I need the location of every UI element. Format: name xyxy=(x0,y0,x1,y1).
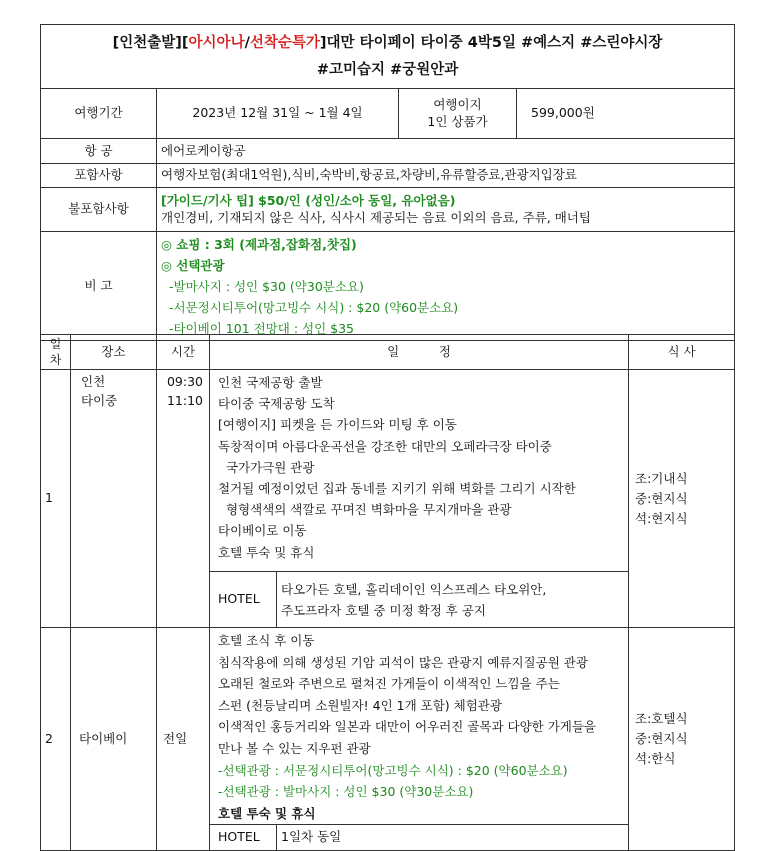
itinerary-item: 철거될 예정이었던 집과 동네를 지키기 위해 벽화를 그리기 시작한 xyxy=(218,481,576,497)
day-itinerary xyxy=(210,628,629,825)
included-value: 여행자보험(최대1억원),식비,숙박비,항공료,차량비,유류할증료,관광지입장료 xyxy=(157,164,735,188)
itinerary-item: 인천 국제공항 출발 xyxy=(218,375,323,390)
meal: 중:현지식 xyxy=(635,731,688,747)
header-time: 시간 xyxy=(157,335,210,370)
hotel-label: HOTEL xyxy=(210,825,277,851)
hotel-label: HOTEL xyxy=(210,572,277,628)
itinerary-item: 독창적이며 아름다운곡선을 강조한 대만의 오페라극장 타이중 xyxy=(218,438,552,454)
meal: 조:호텔식 xyxy=(635,711,688,727)
hotel-value xyxy=(277,572,629,628)
title-suffix: ]대만 타이페이 타이중 4박5일 #예스지 #스린야시장 xyxy=(319,34,663,51)
summary-table xyxy=(40,24,735,341)
meal: 석:현지식 xyxy=(635,510,688,526)
hotel-line: 주도프라자 호텔 중 미정 확정 후 공지 xyxy=(281,602,486,618)
itinerary-item: 호텔 투숙 및 휴식 xyxy=(218,544,315,560)
header-day-1: 일 xyxy=(49,337,62,351)
title-prefix: [인천출발][ xyxy=(112,34,189,51)
period-label: 여행기간 xyxy=(41,89,157,139)
airline-value: 에어로케이항공 xyxy=(157,139,735,164)
place: 인천 xyxy=(81,374,106,389)
optional-item: -선택관광 : 서문정시티투어(망고빙수 시식) : $20 (약60분소요) xyxy=(218,762,568,778)
meal: 조:기내식 xyxy=(635,470,688,486)
header-day-2: 차 xyxy=(49,353,62,367)
day-number: 1 xyxy=(41,370,71,628)
day-meals xyxy=(629,628,735,851)
itinerary-item: [여행이지] 피켓을 든 가이드와 미팅 후 이동 xyxy=(218,417,457,433)
itinerary-item: 국가가극원 관광 xyxy=(218,459,315,475)
itinerary-item: 호텔 조식 후 이동 xyxy=(218,633,315,648)
place: 타이베이 xyxy=(79,730,128,746)
day-places xyxy=(71,628,157,851)
header-place: 장소 xyxy=(71,335,157,370)
itinerary-item: 스펀 (천등날리며 소원빌자! 4인 1개 포함) 체험관광 xyxy=(218,697,502,713)
optional-item: -선택관광 : 발마사지 : 성인 $30 (약30분소요) xyxy=(218,784,474,800)
itinerary-item: 형형색색의 색깔로 꾸며진 벽화마을 무지개마을 관광 xyxy=(218,502,512,518)
optional-tour-item: -타이베이 101 전망대 : 성인 $35 xyxy=(169,320,354,336)
time: 전일 xyxy=(163,730,188,746)
itinerary-item: 만나 볼 수 있는 지우펀 관광 xyxy=(218,740,371,756)
schedule-table xyxy=(40,334,735,851)
header-itinerary: 일 정 xyxy=(210,335,629,370)
time: 09:30 xyxy=(166,374,203,389)
optional-tour-item: -발마사지 : 성인 $30 (약30분소요) xyxy=(169,278,364,294)
hotel-value xyxy=(277,825,629,851)
guide-tip: [가이드/기사 팁] $50/인 (성인/소아 동일, 유아없음) xyxy=(161,192,456,208)
itinerary-item: 오래된 철로와 주변으로 펼쳐진 가게들이 이색적인 느낌을 주는 xyxy=(218,676,560,692)
price-label xyxy=(399,89,517,139)
title-slash: / xyxy=(244,34,250,51)
day-number: 2 xyxy=(41,628,71,851)
meal: 석:한식 xyxy=(635,751,676,767)
optional-tour-heading: ◎ 선택관광 xyxy=(161,257,225,273)
header-day xyxy=(41,335,71,370)
excluded-other: 개인경비, 기재되지 않은 식사, 식사시 제공되는 음료 이외의 음료, 주류, 매너팁 xyxy=(161,209,591,225)
time: 11:10 xyxy=(166,393,203,408)
remarks-value xyxy=(157,232,735,341)
header-meals: 식 사 xyxy=(629,335,735,370)
included-label: 포함사항 xyxy=(41,164,157,188)
itinerary-item: 침식작용에 의해 생성된 기암 괴석이 많은 관광지 예류지질공원 관광 xyxy=(218,654,588,670)
day-meals xyxy=(629,370,735,628)
day-row xyxy=(41,628,735,825)
price-label-1: 여행이지 xyxy=(433,96,482,112)
day-places xyxy=(71,370,157,628)
airline-label: 항 공 xyxy=(41,139,157,164)
shopping-note: ◎ 쇼핑 : 3회 (제과점,잡화점,찻집) xyxy=(161,236,357,252)
meal: 중:현지식 xyxy=(635,490,688,506)
price-label-2: 1인 상품가 xyxy=(427,113,488,129)
hotel-line: 1일차 동일 xyxy=(281,829,342,845)
excluded-value xyxy=(157,188,735,232)
optional-tour-item: -서문정시티투어(망고빙수 시식) : $20 (약60분소요) xyxy=(169,299,459,315)
place: 타이중 xyxy=(81,393,118,408)
title-special: 선착순특가 xyxy=(249,34,320,51)
itinerary-item: 이색적인 홍등거리와 일본과 대만이 어우러진 골목과 다양한 가게들을 xyxy=(218,719,596,735)
itinerary-closing: 호텔 투숙 및 휴식 xyxy=(218,805,316,821)
price-value: 599,000원 xyxy=(517,89,735,139)
day-times xyxy=(157,370,210,628)
itinerary-item: 타이중 국제공항 도착 xyxy=(218,396,335,412)
title-line2: #고미습지 #궁원안과 xyxy=(316,61,459,78)
day-times xyxy=(157,628,210,851)
page-title xyxy=(41,25,735,89)
title-airline: 아시아나 xyxy=(188,34,245,51)
excluded-label: 불포함사항 xyxy=(41,188,157,232)
itinerary-item: 타이베이로 이동 xyxy=(218,523,307,539)
period-value: 2023년 12월 31일 ~ 1월 4일 xyxy=(157,89,399,139)
hotel-line: 타오가든 호텔, 홀리데이인 익스프레스 타오위안, xyxy=(281,581,547,597)
day-itinerary xyxy=(210,370,629,572)
day-row xyxy=(41,370,735,572)
remarks-label: 비 고 xyxy=(41,232,157,341)
